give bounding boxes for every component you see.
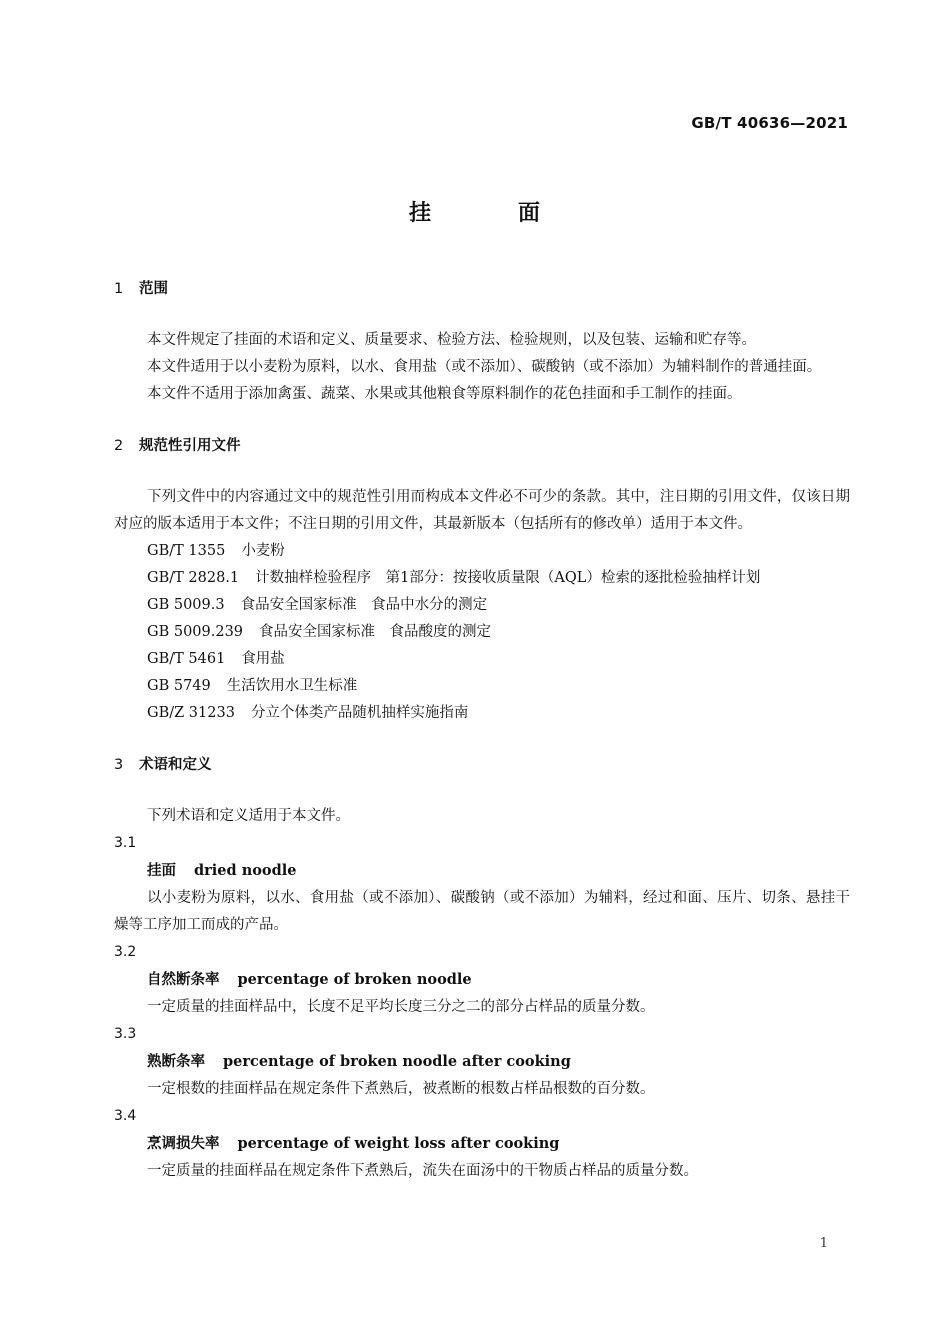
reference-item: [114, 565, 850, 592]
term-name-zh: 自然断条率: [147, 972, 220, 988]
section-number: 2: [114, 438, 124, 454]
term-name-zh: 烹调损失率: [147, 1136, 220, 1152]
term-number: 3.4: [114, 1108, 137, 1124]
reference-title: 食品安全国家标准 食品中水分的测定: [240, 597, 488, 613]
term-name-en: dried noodle: [194, 862, 297, 879]
reference-title: 计数抽样检验程序 第1部分：按接收质量限（AQL）检索的逐批检验抽样计划: [255, 570, 761, 586]
reference-code: GB/T 2828.1: [147, 570, 240, 586]
term-definition: 一定质量的挂面样品在规定条件下煮熟后，流失在面汤中的干物质占样品的质量分数。: [147, 1163, 698, 1179]
reference-title: 分立个体类产品随机抽样实施指南: [250, 705, 469, 721]
reference-item: [114, 592, 850, 619]
references-intro: 下列文件中的内容通过文中的规范性引用而构成本文件必不可少的条款。其中，注日期的引用文件，仅该日期对应的版本适用于本文件；不注日期的引用文件，其最新版本（包括所有的修改单）适用于本文件。: [114, 489, 850, 532]
reference-title: 食用盐: [241, 651, 285, 667]
reference-code: GB/Z 31233: [147, 705, 235, 721]
scope-paragraph-3: 本文件不适用于添加禽蛋、蔬菜、水果或其他粮食等原料制作的花色挂面和手工制作的挂面。: [147, 386, 742, 402]
reference-code: GB 5749: [147, 678, 211, 694]
term-name: [114, 1048, 850, 1076]
term-number: 3.3: [114, 1026, 137, 1042]
document-body: [114, 276, 850, 1185]
term-name: [114, 1130, 850, 1158]
section-heading-scope: [114, 276, 850, 303]
term-name: [114, 966, 850, 994]
term-definition: 一定根数的挂面样品在规定条件下煮熟后，被煮断的根数占样品根数的百分数。: [147, 1081, 655, 1097]
terms-intro: 下列术语和定义适用于本文件。: [147, 808, 350, 824]
scope-paragraph-1: 本文件规定了挂面的术语和定义、质量要求、检验方法、检验规则，以及包装、运输和贮存等。: [147, 332, 756, 348]
reference-item: [114, 673, 850, 700]
reference-item: [114, 646, 850, 673]
term-name-zh: 挂面: [147, 863, 176, 879]
document-title-char-1: 挂: [408, 201, 432, 226]
term-name-zh: 熟断条率: [147, 1054, 205, 1070]
term-name-en: percentage of broken noodle after cooking: [223, 1053, 571, 1070]
reference-code: GB/T 1355: [147, 543, 226, 559]
page-number: 1: [819, 1236, 828, 1251]
term-number: 3.1: [114, 835, 137, 851]
standard-number: GB/T 40636—2021: [691, 114, 848, 132]
section-title: 规范性引用文件: [139, 438, 241, 454]
scope-paragraph-2: 本文件适用于以小麦粉为原料，以水、食用盐（或不添加）、碳酸钠（或不添加）为辅料制作的普通挂面。: [147, 359, 822, 375]
reference-item: [114, 619, 850, 646]
section-heading-terms-definitions: [114, 752, 850, 779]
document-title-char-2: 面: [518, 201, 542, 226]
reference-code: GB 5009.3: [147, 597, 225, 613]
reference-title: 生活饮用水卫生标准: [226, 678, 358, 694]
section-title: 术语和定义: [139, 757, 212, 773]
term-name: [114, 857, 850, 885]
reference-title: 食品安全国家标准 食品酸度的测定: [259, 624, 492, 640]
section-number: 1: [114, 281, 124, 297]
reference-item: [114, 538, 850, 565]
reference-item: [114, 700, 850, 727]
term-definition: 一定质量的挂面样品中，长度不足平均长度三分之二的部分占样品的质量分数。: [147, 999, 655, 1015]
section-title: 范围: [139, 281, 168, 297]
section-number: 3: [114, 757, 124, 773]
term-name-en: percentage of weight loss after cooking: [237, 1135, 560, 1152]
term-definition: 以小麦粉为原料，以水、食用盐（或不添加）、碳酸钠（或不添加）为辅料，经过和面、压片、切条、悬挂干燥等工序加工而成的产品。: [114, 890, 850, 933]
reference-code: GB/T 5461: [147, 651, 226, 667]
section-heading-normative-references: [114, 433, 850, 460]
document-title: [0, 196, 950, 227]
reference-title: 小麦粉: [241, 543, 285, 559]
term-number: 3.2: [114, 944, 137, 960]
term-name-en: percentage of broken noodle: [237, 971, 472, 988]
reference-code: GB 5009.239: [147, 624, 244, 640]
